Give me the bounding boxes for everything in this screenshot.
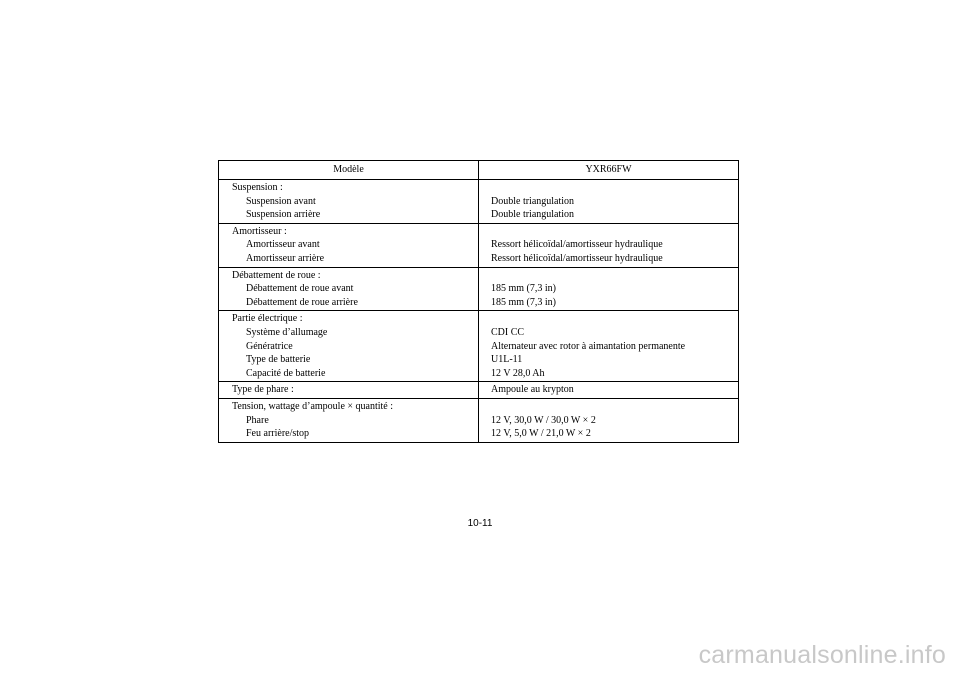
spec-value-cell xyxy=(479,311,739,382)
spec-category: Type de phare : xyxy=(232,384,294,396)
table-header-row xyxy=(219,161,739,180)
spec-item-label: Capacité de batterie xyxy=(246,367,326,379)
spec-value xyxy=(491,225,738,239)
spec-value: 12 V 28,0 Ah xyxy=(491,367,545,379)
spec-item-label: Feu arrière/stop xyxy=(246,428,310,440)
spec-label-cell xyxy=(219,311,479,382)
table-row xyxy=(219,267,739,311)
model-value: YXR66FW xyxy=(479,161,739,180)
spec-value: 12 V, 30,0 W / 30,0 W × 2 xyxy=(491,414,596,426)
spec-item-label: Suspension arrière xyxy=(246,209,321,221)
spec-category: Suspension : xyxy=(232,182,283,193)
spec-value: Ressort hélicoïdal/amortisseur hydraulique xyxy=(491,252,663,264)
spec-label-cell xyxy=(219,267,479,311)
specifications-table xyxy=(218,160,739,443)
spec-value: 185 mm (7,3 in) xyxy=(491,296,556,308)
spec-value xyxy=(491,312,738,326)
table-body xyxy=(219,180,739,443)
spec-value: 12 V, 5,0 W / 21,0 W × 2 xyxy=(491,428,591,440)
page-number: 10-11 xyxy=(467,518,493,529)
spec-value-cell xyxy=(479,398,739,442)
spec-item-label: Débattement de roue avant xyxy=(246,283,354,295)
spec-value: Double triangulation xyxy=(491,195,575,207)
spec-item-label: Génératrice xyxy=(246,340,293,352)
spec-value: CDI CC xyxy=(491,326,525,338)
spec-value: U1L-11 xyxy=(491,354,523,366)
spec-category: Partie électrique : xyxy=(232,313,303,325)
spec-item-label: Suspension avant xyxy=(246,195,316,207)
spec-value: 185 mm (7,3 in) xyxy=(491,283,556,295)
table-row xyxy=(219,223,739,267)
spec-value xyxy=(491,181,738,195)
spec-value xyxy=(491,400,738,414)
table-row xyxy=(219,398,739,442)
table-row xyxy=(219,311,739,382)
spec-value: Double triangulation xyxy=(491,209,575,221)
spec-value-cell xyxy=(479,180,739,224)
spec-value-cell xyxy=(479,223,739,267)
spec-item-label: Système d’allumage xyxy=(246,326,328,338)
spec-item-label: Phare xyxy=(246,414,269,426)
spec-value: Ressort hélicoïdal/amortisseur hydraulique xyxy=(491,239,663,251)
model-label: Modèle xyxy=(219,161,479,180)
spec-label-cell xyxy=(219,382,479,399)
spec-item-label: Amortisseur arrière xyxy=(246,252,325,264)
table-row xyxy=(219,382,739,399)
spec-value xyxy=(491,269,738,283)
spec-category: Amortisseur : xyxy=(232,225,287,237)
watermark: carmanualsonline.info xyxy=(698,641,946,669)
spec-category: Tension, wattage d’ampoule × quantité : xyxy=(232,400,394,412)
spec-label-cell xyxy=(219,398,479,442)
spec-item-label: Amortisseur avant xyxy=(246,239,320,251)
table-row xyxy=(219,180,739,224)
spec-value-cell xyxy=(479,382,739,399)
spec-value: Ampoule au krypton xyxy=(491,384,574,396)
spec-label-cell xyxy=(219,180,479,224)
spec-item-label: Type de batterie xyxy=(246,354,311,366)
spec-value: Alternateur avec rotor à aimantation permanente xyxy=(491,340,686,352)
spec-value-cell xyxy=(479,267,739,311)
spec-item-label: Débattement de roue arrière xyxy=(246,296,358,308)
spec-label-cell xyxy=(219,223,479,267)
spec-category: Débattement de roue : xyxy=(232,269,321,281)
